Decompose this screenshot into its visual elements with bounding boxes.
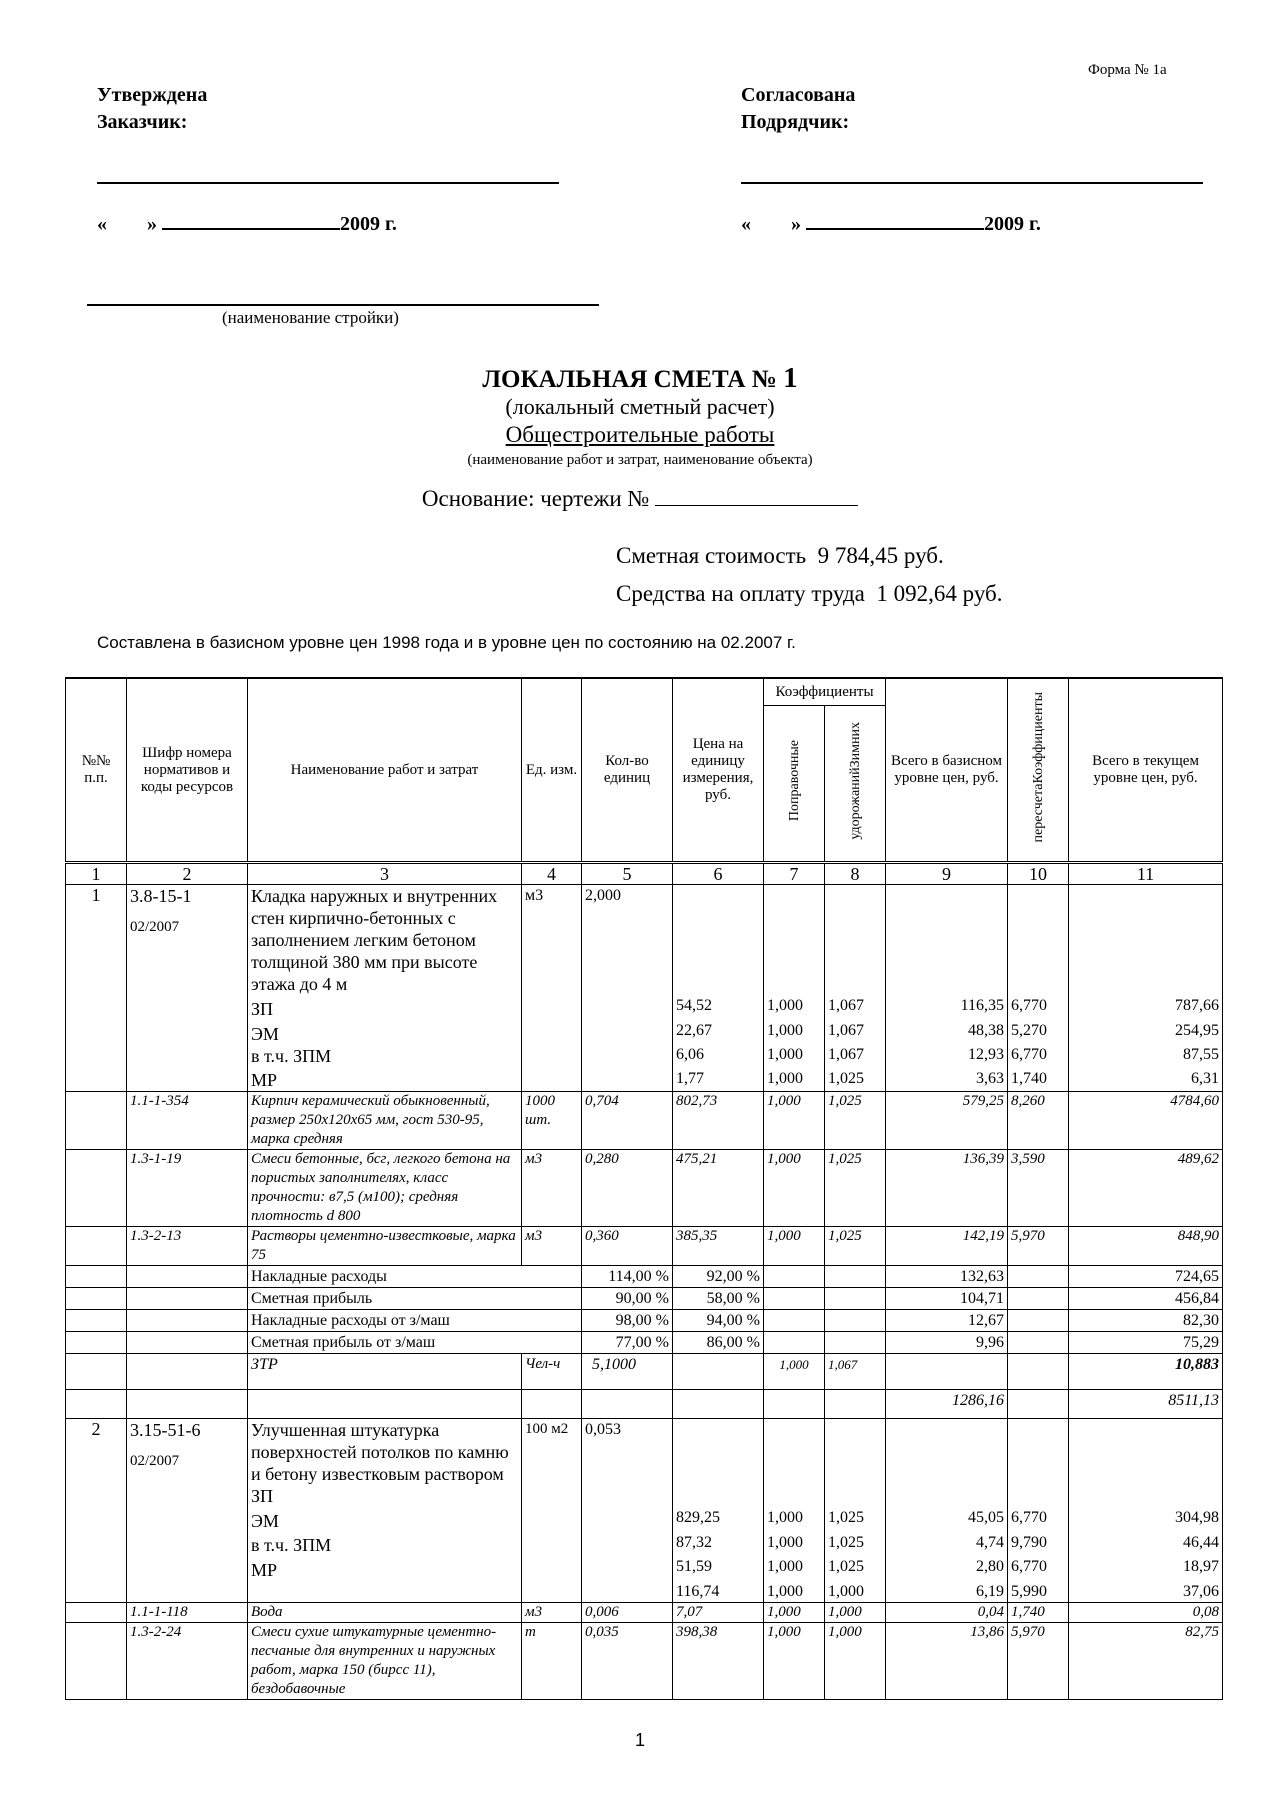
resource-k8: 1,025 [825,1227,886,1266]
agreed-block [741,82,855,136]
resource-row [66,1150,1223,1227]
resource-qty: 0,035 [582,1623,673,1700]
date-year: 2009 г. [340,213,397,235]
date-blank [806,210,984,230]
line-price: 1,77 [676,1070,704,1087]
resource-name: Вода [248,1603,522,1623]
line-current: 18,97 [1183,1558,1220,1575]
agreed-label: Согласована [741,84,856,106]
overhead-percent-current: 92,00 % [673,1266,764,1288]
resource-base: 142,19 [886,1227,1008,1266]
basis [0,485,1280,512]
resource-current: 489,62 [1069,1150,1223,1227]
overhead-percent-current: 86,00 % [673,1332,764,1354]
coef8-cell [825,885,886,1092]
overhead-label: Сметная прибыль [248,1288,582,1310]
item-period: 02/2007 [130,919,180,935]
item-row [66,1419,1223,1603]
line-k7: 1,000 [767,1046,803,1063]
line-k7: 1,000 [767,1509,803,1526]
line-price: 116,74 [676,1583,720,1600]
line-base: 2,80 [976,1558,1005,1575]
line-k8: 1,067 [828,1022,864,1039]
contractor-date [741,210,1041,236]
line-current: 254,95 [1175,1022,1220,1039]
resource-unit: 1000 шт. [522,1092,582,1150]
line-base: 48,38 [968,1022,1005,1039]
item-name-cell [248,885,522,1092]
line-base: 6,19 [976,1583,1005,1600]
ztr-unit: Чел-ч [522,1354,582,1390]
line-k7: 1,000 [767,1022,803,1039]
header-coef-winter-text: удорожанийЗимних [847,722,863,840]
resource-code: 1.3-1-19 [127,1150,248,1227]
ztr-k7: 1,000 [764,1354,825,1390]
date-close-quote: » [147,213,157,235]
labor-cost [616,581,1003,607]
page-title [0,362,1280,395]
estimated-cost [616,543,944,569]
item-unit: м3 [522,885,582,1092]
overhead-row [66,1310,1223,1332]
resource-row [66,1623,1223,1700]
line-base: 116,35 [960,997,1005,1014]
overhead-row [66,1266,1223,1288]
item-total-row [66,1390,1223,1419]
basis-blank [655,485,858,506]
line-k8: 1,025 [828,1509,864,1526]
line-price: 6,06 [676,1046,704,1063]
cost-unit: руб. [903,543,944,568]
resource-current: 82,75 [1069,1623,1223,1700]
cost-label: Сметная стоимость [616,543,807,568]
resource-row [66,1092,1223,1150]
resource-base: 13,86 [886,1623,1008,1700]
resource-k10: 3,590 [1008,1150,1069,1227]
item-number: 2 [66,1419,127,1603]
resource-k10: 1,740 [1008,1603,1069,1623]
line-k7: 1,000 [767,1534,803,1551]
resource-price: 475,21 [673,1150,764,1227]
line-k10: 6,770 [1011,1046,1048,1063]
col-no: 4 [522,863,582,885]
overhead-base: 104,71 [886,1288,1008,1310]
resource-row [66,1603,1223,1623]
resource-price: 398,38 [673,1623,764,1700]
item-total-current: 8511,13 [1069,1390,1223,1419]
ztr-qty: 5,1000 [582,1354,673,1390]
date-open-quote: « [741,213,751,235]
coef7-cell [764,1419,825,1603]
resource-unit: т [522,1623,582,1700]
customer-date [97,210,397,236]
resource-k7: 1,000 [764,1623,825,1700]
line-base: 3,63 [976,1070,1005,1087]
item-unit: 100 м2 [522,1419,582,1603]
line-k10: 5,270 [1011,1022,1048,1039]
resource-base: 136,39 [886,1150,1008,1227]
line-current: 787,66 [1175,997,1220,1014]
page-number: 1 [634,1730,645,1750]
customer-signature-line [97,182,559,184]
cost-value: 9 784,45 [817,543,899,568]
line-k10: 9,790 [1011,1534,1048,1551]
resource-k10: 5,970 [1008,1227,1069,1266]
price-cell [673,885,764,1092]
line-current: 37,06 [1183,1583,1220,1600]
col-no: 3 [248,863,522,885]
overhead-percent-current: 94,00 % [673,1310,764,1332]
line-label: в т.ч. ЗПМ [251,1046,332,1066]
estimate-table [65,677,1223,1700]
resource-k8: 1,025 [825,1092,886,1150]
overhead-row [66,1288,1223,1310]
resource-current: 0,08 [1069,1603,1223,1623]
coef7-cell [764,885,825,1092]
header-num: №№ п.п. [66,678,127,863]
resource-k7: 1,000 [764,1150,825,1227]
line-k8: 1,067 [828,1046,864,1063]
overhead-base: 12,67 [886,1310,1008,1332]
resource-k7: 1,000 [764,1603,825,1623]
contractor-label: Подрядчик: [741,111,850,133]
base-cell [886,1419,1008,1603]
overhead-label: Накладные расходы от з/маш [248,1310,582,1332]
line-label: МР [251,1560,278,1580]
col-no: 6 [673,863,764,885]
date-year: 2009 г. [984,213,1041,235]
item-name: Улучшенная штукатурка поверхностей потолков по камню и бетону известковым раствором [251,1420,509,1484]
current-cell [1069,885,1223,1092]
overhead-current: 724,65 [1069,1266,1223,1288]
overhead-label: Сметная прибыль от з/маш [248,1332,582,1354]
header-total-current: Всего в текущем уровне цен, руб. [1069,678,1223,863]
resource-k8: 1,000 [825,1623,886,1700]
resource-code: 1.3-2-13 [127,1227,248,1266]
resource-k7: 1,000 [764,1227,825,1266]
line-label: в т.ч. ЗПМ [251,1535,332,1555]
line-k7: 1,000 [767,997,803,1014]
resource-price: 385,35 [673,1227,764,1266]
item-row [66,885,1223,1092]
labor-unit: руб. [962,581,1003,606]
overhead-percent-base: 90,00 % [582,1288,673,1310]
resource-code: 1.1-1-354 [127,1092,248,1150]
line-k7: 1,000 [767,1070,803,1087]
ztr-k8: 1,067 [825,1354,886,1390]
line-k8: 1,067 [828,997,864,1014]
line-k8: 1,025 [828,1070,864,1087]
resource-name: Кирпич керамический обыкновенный, размер 250х120х65 мм, гост 530-95, марка средняя [248,1092,522,1150]
ztr-label: ЗТР [248,1354,522,1390]
line-base: 45,05 [968,1509,1005,1526]
price-cell [673,1419,764,1603]
labor-label: Средства на оплату труда [616,581,865,606]
line-k7: 1,000 [767,1583,803,1600]
resource-name: Смеси сухие штукатурные цементно-песчаные для внутренних и наружных работ, марка 150 (бирсс 11), бездобавочные [248,1623,522,1700]
date-blank [162,210,340,230]
line-label: МР [251,1070,278,1090]
coef10-cell [1008,885,1069,1092]
title-text: ЛОКАЛЬНАЯ СМЕТА № [482,366,777,393]
line-price: 87,32 [676,1534,712,1551]
coef10-cell [1008,1419,1069,1603]
resource-unit: м3 [522,1603,582,1623]
line-current: 304,98 [1175,1509,1220,1526]
current-cell [1069,1419,1223,1603]
header-total-base: Всего в базисном уровне цен, руб. [886,678,1008,863]
resource-k8: 1,000 [825,1603,886,1623]
header-price: Цена на единицу измерения, руб. [673,678,764,863]
date-open-quote: « [97,213,107,235]
header-coefficients: Коэффициенты [764,678,886,706]
line-k7: 1,000 [767,1558,803,1575]
resource-k8: 1,025 [825,1150,886,1227]
approved-block [97,82,207,136]
resource-base: 579,25 [886,1092,1008,1150]
line-label: ЗП [251,1486,274,1506]
line-price: 22,67 [676,1022,712,1039]
resource-unit: м3 [522,1227,582,1266]
header-code: Шифр номера нормативов и коды ресурсов [127,678,248,863]
item-code-cell [127,1419,248,1603]
contractor-signature-line [741,182,1203,184]
overhead-percent-base: 114,00 % [582,1266,673,1288]
site-caption: (наименование стройки) [222,308,399,327]
header-unit: Ед. изм. [522,678,582,863]
line-current: 87,55 [1183,1046,1220,1063]
date-close-quote: » [791,213,801,235]
item-number: 1 [66,885,127,1092]
line-price: 51,59 [676,1558,712,1575]
resource-qty: 0,704 [582,1092,673,1150]
base-cell [886,885,1008,1092]
item-period: 02/2007 [130,1453,180,1469]
col-no: 7 [764,863,825,885]
column-numbers-row [66,863,1223,885]
resource-price: 7,07 [673,1603,764,1623]
resource-unit: м3 [522,1150,582,1227]
col-no: 8 [825,863,886,885]
line-label: ЗП [251,999,274,1019]
overhead-base: 132,63 [886,1266,1008,1288]
overhead-label: Накладные расходы [248,1266,582,1288]
resource-price: 802,73 [673,1092,764,1150]
line-k10: 6,770 [1011,997,1048,1014]
col-no: 2 [127,863,248,885]
work-type: Общестроительные работы [505,422,775,447]
line-current: 46,44 [1183,1534,1220,1551]
overhead-percent-current: 58,00 % [673,1288,764,1310]
line-k8: 1,025 [828,1558,864,1575]
header-qty: Кол-во единиц [582,678,673,863]
col-no: 10 [1008,863,1069,885]
site-name-line [87,304,599,306]
col-no: 9 [886,863,1008,885]
coef8-cell [825,1419,886,1603]
header-coef-correction-text: Поправочные [786,740,802,822]
resource-row [66,1227,1223,1266]
col-no: 1 [66,863,127,885]
resource-k7: 1,000 [764,1092,825,1150]
col-no: 5 [582,863,673,885]
resource-code: 1.1-1-118 [127,1603,248,1623]
line-k10: 6,770 [1011,1509,1048,1526]
resource-current: 4784,60 [1069,1092,1223,1150]
line-k8: 1,000 [828,1583,864,1600]
line-base: 4,74 [976,1534,1005,1551]
overhead-current: 82,30 [1069,1310,1223,1332]
line-price: 829,25 [676,1509,720,1526]
form-number: Форма № 1а [1088,62,1167,78]
header-coef-winter [825,706,886,863]
overhead-percent-base: 77,00 % [582,1332,673,1354]
ztr-current: 10,883 [1069,1354,1223,1390]
resource-name: Смеси бетонные, бсг, легкого бетона на пористых заполнителях, класс прочности: в7,5 (м100); средняя плотность d 800 [248,1150,522,1227]
resource-name: Растворы цементно-известковые, марка 75 [248,1227,522,1266]
item-qty: 0,053 [582,1419,673,1603]
line-label: ЭМ [251,1511,279,1531]
item-name-cell [248,1419,522,1603]
customer-label: Заказчик: [97,111,188,133]
resource-qty: 0,280 [582,1150,673,1227]
line-k10: 1,740 [1011,1070,1048,1087]
item-code-cell [127,885,248,1092]
resource-k10: 8,260 [1008,1092,1069,1150]
line-k10: 5,990 [1011,1583,1048,1600]
title-number: 1 [783,362,798,394]
line-k8: 1,025 [828,1534,864,1551]
line-price: 54,52 [676,997,712,1014]
line-current: 6,31 [1191,1070,1220,1087]
line-base: 12,93 [968,1046,1005,1063]
compiled-note: Составлена в базисном уровне цен 1998 года и в уровне цен по состоянию на 02.2007 г. [97,633,796,652]
header-coef-correction [764,706,825,863]
approved-label: Утверждена [97,84,208,106]
item-total-base: 1286,16 [886,1390,1008,1419]
resource-k10: 5,970 [1008,1623,1069,1700]
line-k10: 6,770 [1011,1558,1048,1575]
header-recalc-coef-text: пересчетаКоэффициенты [1030,692,1046,843]
resource-current: 848,90 [1069,1227,1223,1266]
subtitle: (локальный сметный расчет) [505,394,775,419]
ztr-row [66,1354,1223,1390]
resource-qty: 0,006 [582,1603,673,1623]
col-no: 11 [1069,863,1223,885]
overhead-base: 9,96 [886,1332,1008,1354]
line-label: ЭМ [251,1024,279,1044]
item-qty: 2,000 [582,885,673,1092]
work-type-caption: (наименование работ и затрат, наименование объекта) [467,452,813,468]
overhead-current: 456,84 [1069,1288,1223,1310]
item-name: Кладка наружных и внутренних стен кирпично-бетонных с заполнением легким бетоном толщиной 380 мм при высоте этажа до 4 м [251,886,498,994]
item-code: 3.8-15-1 [130,886,192,906]
overhead-current: 75,29 [1069,1332,1223,1354]
item-code: 3.15-51-6 [130,1420,201,1440]
labor-value: 1 092,64 [876,581,957,606]
header-name: Наименование работ и затрат [248,678,522,863]
resource-code: 1.3-2-24 [127,1623,248,1700]
resource-base: 0,04 [886,1603,1008,1623]
header-recalc-coef [1008,678,1069,863]
overhead-percent-base: 98,00 % [582,1310,673,1332]
resource-qty: 0,360 [582,1227,673,1266]
basis-label: Основание: чертежи № [421,486,650,511]
overhead-row [66,1332,1223,1354]
